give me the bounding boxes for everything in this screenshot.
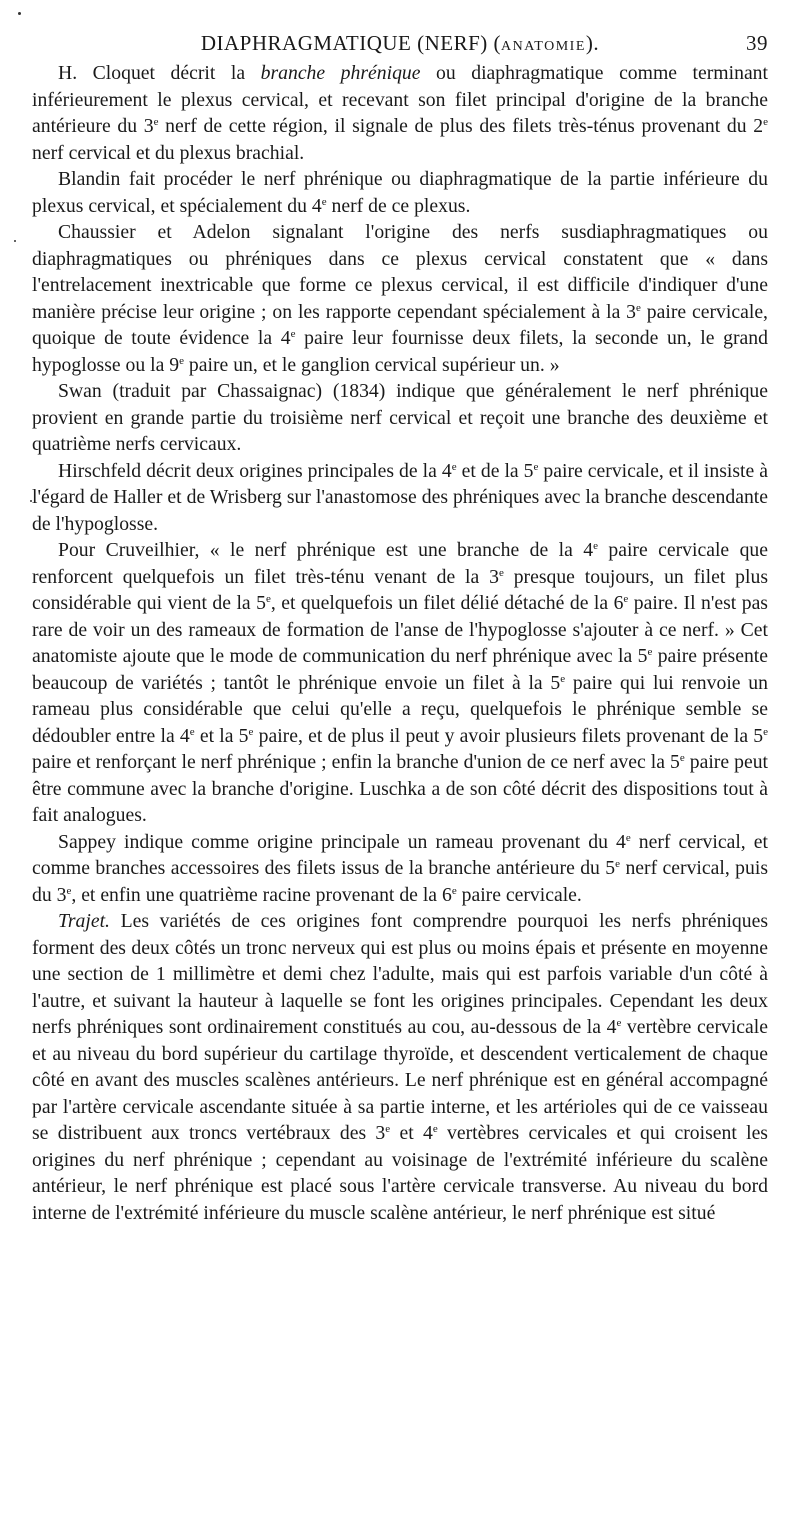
italic-text: Trajet. (58, 910, 110, 932)
text-segment: paire cervicale que renforcent quelquefois un filet très-ténu venant de la 3 (32, 539, 768, 588)
text-segment: Sappey indique comme origine principale un rameau provenant du 4 (58, 830, 626, 853)
running-title-close: ). (585, 31, 600, 55)
text-segment: paire. Il n'est pas rare de voir un des rameaux de formation de l'anse de l'hypoglosse s'ajouter à ce nerf. » Cet anatomiste ajoute que le mode de communication du nerf phrénique avec la 5 (32, 592, 768, 667)
text-segment: vertèbre cervicale et au niveau du bord supérieur du cartilage thyroïde, et descendent verticalement de chaque côté en avant des muscles scalènes antérieurs. Le nerf phrénique est en général accompagné par l'artère cervicale ascendante située à sa partie interne, et les artérioles qui de ce vaisseau se distribuent aux troncs vertébraux des 3 (32, 1016, 768, 1144)
text-segment: Swan (traduit par Chassaignac) (1834) indique que généralement le nerf phrénique provient en grande partie du troisième nerf cervical et reçoit une branche des deuxième et quatrième nerfs cervicaux. (32, 380, 768, 455)
ordinal-superscript: e (153, 116, 159, 128)
ordinal-superscript: e (533, 460, 539, 473)
body-text (32, 60, 768, 1226)
paragraph (32, 908, 768, 1226)
ordinal-superscript: e (679, 752, 685, 764)
text-segment: nerf cervical, puis du 3 (32, 857, 768, 906)
text-segment: nerf de cette région, il signale de plus des filets très-ténus provenant du 2 (158, 115, 764, 137)
ordinal-superscript: e (290, 328, 296, 340)
page-number: 39 (746, 31, 768, 55)
ordinal-superscript: e (763, 116, 768, 128)
book-page (32, 28, 768, 1226)
running-title (201, 28, 599, 62)
text-segment: paire cervicale, et il insiste à l'égard de Haller et de Wrisberg sur l'anastomose des phréniques avec la branche descendante de l'hypoglosse. (32, 459, 768, 535)
paragraph (32, 829, 768, 909)
ordinal-superscript: e (623, 593, 629, 605)
text-segment: , et quelquefois un filet délié détaché de la 6 (270, 592, 624, 614)
ordinal-superscript: e (179, 354, 184, 367)
text-segment: nerf cervical, et comme branches accessoires des filets issus de la branche antérieure du 5 (32, 830, 768, 879)
ordinal-superscript: e (560, 672, 566, 685)
text-segment: paire leur fournisse deux filets, la seconde un, le grand hypoglosse ou la 9 (32, 327, 768, 376)
text-segment: H. Cloquet décrit la (58, 62, 261, 84)
running-title-main: DIAPHRAGMATIQUE (NERF) ( (200, 31, 502, 55)
text-segment: et de la 5 (456, 459, 534, 482)
ordinal-superscript: e (385, 1123, 391, 1135)
paragraph (32, 458, 768, 538)
ordinal-superscript: e (763, 725, 769, 738)
text-segment: paire cervicale, quoique de toute évidence la 4 (32, 300, 768, 349)
ordinal-superscript: e (616, 1017, 622, 1029)
text-segment: Les variétés de ces origines font comprendre pourquoi les nerfs phréniques forment des deux côtés un tronc nerveux qui est plus ou moins épais et présente en moyenne une section de 1 millimètre et demi chez l'adulte, mais qui est parfois variable d'un côté à l'autre, et suivant la hauteur à laquelle se font les origines principales. Cependant les deux nerfs phréniques sont ordinairement constitués au cou, au-dessous de la 4 (32, 910, 768, 1038)
ordinal-superscript: e (189, 725, 195, 738)
text-segment: nerf cervical et du plexus brachial. (32, 141, 305, 164)
print-speck (30, 500, 32, 502)
ordinal-superscript: e (615, 858, 621, 870)
text-segment: Chaussier et Adelon signalant l'origine des nerfs susdiaphragmatiques ou diaphragmatiques ou phréniques dans ce plexus cervical constatent que « dans l'entrelacement inextricable que forme ce plexus cervical, il est difficile d'indiquer d'une manière précise leur origine ; on les rapporte cependant spécialement à la 3 (32, 221, 768, 323)
text-segment: et 4 (390, 1122, 433, 1144)
paragraph (32, 60, 768, 166)
running-title-section: ANATOMIE (501, 39, 586, 54)
ordinal-superscript: e (636, 301, 641, 314)
ordinal-superscript: e (321, 195, 327, 208)
ordinal-superscript: e (647, 646, 653, 658)
text-segment: Blandin fait procéder le nerf phrénique ou diaphragmatique de la partie inférieure du plexus cervical, et spécialement du 4 (32, 168, 768, 217)
ordinal-superscript: e (451, 460, 457, 473)
ordinal-superscript: e (498, 566, 504, 579)
ordinal-superscript: e (265, 593, 271, 605)
text-segment: paire qui lui renvoie un rameau plus considérable que celui qu'elle a reçu, quelquefois le phrénique semble se dédoubler entre la 4 (32, 671, 768, 747)
running-head (32, 28, 768, 58)
ordinal-superscript: e (248, 725, 254, 738)
ordinal-superscript: e (451, 884, 457, 897)
text-segment: , et enfin une quatrième racine provenant de la 6 (71, 883, 452, 906)
text-segment: presque toujours, un filet plus considérable qui vient de la 5 (32, 565, 769, 614)
paragraph (32, 219, 768, 378)
text-segment: paire un, et le ganglion cervical supérieur un. » (184, 353, 560, 376)
ordinal-superscript: e (432, 1123, 438, 1135)
text-segment: Pour Cruveilhier, « le nerf phrénique est une branche de la 4 (58, 539, 594, 561)
text-segment: vertèbres cervicales et qui croisent les origines du nerf phrénique ; cependant au voisinage de l'extrémité inférieure du scalène antérieur, le nerf phrénique est placé sous l'artère cervicale transverse. Au niveau du bord interne de l'extrémité inférieure du muscle scalène antérieur, le nerf phrénique est situé (32, 1122, 768, 1224)
paragraph (32, 378, 768, 458)
text-segment: paire cervicale. (456, 883, 582, 906)
italic-text: branche phrénique (260, 62, 421, 84)
text-segment: paire peut être commune avec la branche d'origine. Luschka a de son côté décrit des dispositions tout à fait analogues. (32, 751, 769, 826)
paragraph (32, 166, 768, 219)
ordinal-superscript: e (66, 884, 72, 897)
text-segment: Hirschfeld décrit deux origines principales de la 4 (58, 459, 452, 482)
print-speck (14, 240, 16, 242)
ordinal-superscript: e (593, 540, 598, 552)
paragraph (32, 537, 768, 829)
text-segment: et la 5 (194, 724, 249, 747)
text-segment: paire, et de plus il peut y avoir plusieurs filets provenant de la 5 (253, 724, 764, 747)
text-segment: paire et renforçant le nerf phrénique ; enfin la branche d'union de ce nerf avec la 5 (32, 751, 680, 773)
text-segment: nerf de ce plexus. (326, 194, 471, 217)
print-speck (18, 12, 21, 15)
ordinal-superscript: e (625, 831, 631, 844)
text-segment: ou diaphragmatique comme terminant inférieurement le plexus cervical, et recevant son filet principal d'origine de la branche antérieure du 3 (32, 62, 768, 137)
text-segment: paire présente beaucoup de variétés ; tantôt le phrénique envoie un filet à la 5 (32, 645, 768, 694)
